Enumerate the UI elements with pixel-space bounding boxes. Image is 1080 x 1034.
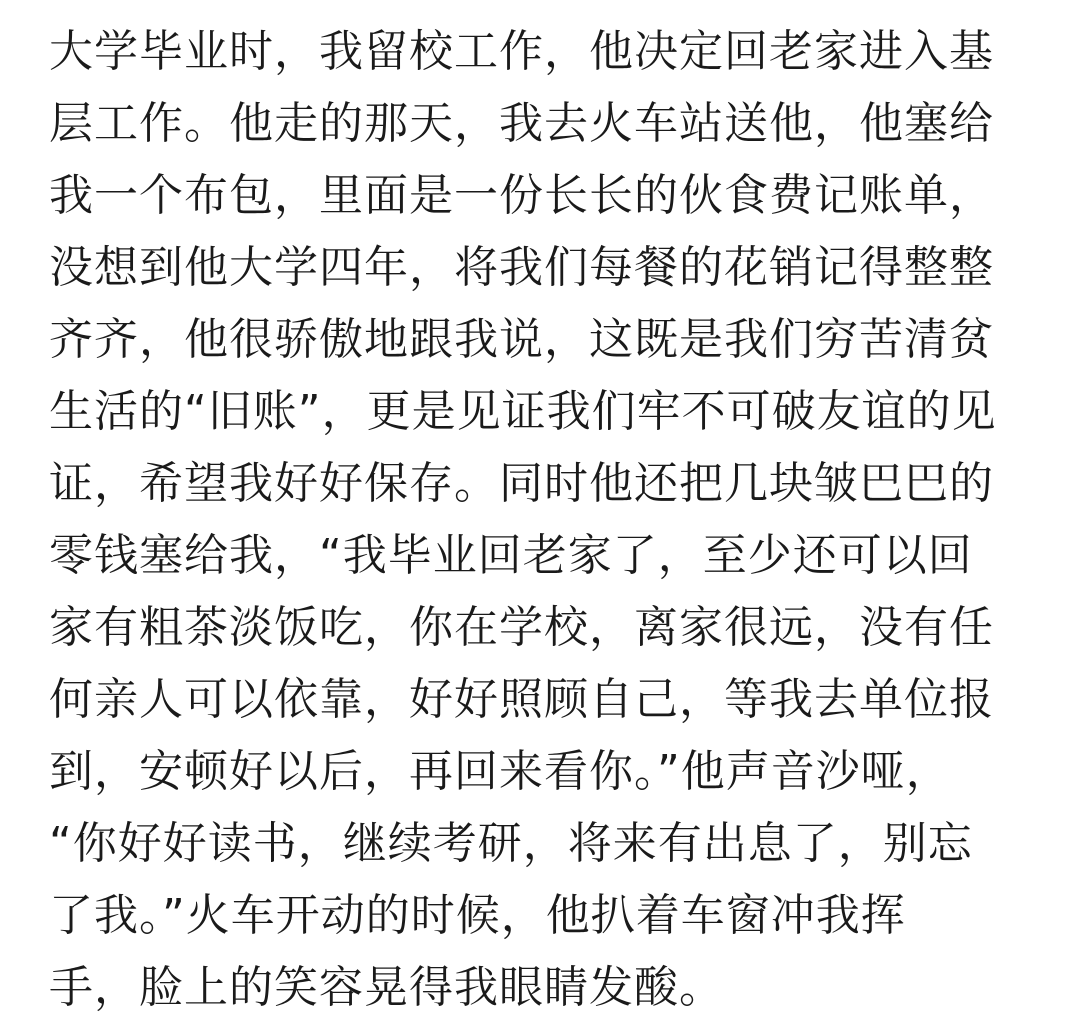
- text-line: 大学毕业时，我留校工作，他决定回老家进入基: [49, 26, 994, 77]
- text-line: 我一个布包，里面是一份长长的伙食费记账单，: [49, 170, 994, 221]
- text-line: 何亲人可以依靠，好好照顾自己，等我去单位报: [49, 674, 994, 725]
- text-line: 生活的“旧账”，更是见证我们牢不可破友谊的见: [49, 386, 997, 437]
- text-line: “你好好读书，继续考研，将来有出息了，别忘: [49, 818, 973, 869]
- text-line: 齐齐，他很骄傲地跟我说，这既是我们穷苦清贫: [49, 314, 994, 365]
- text-line: 证，希望我好好保存。同时他还把几块皱巴巴的: [49, 458, 994, 509]
- text-line: 零钱塞给我，“我毕业回老家了，至少还可以回: [49, 530, 973, 581]
- text-line: 了我。”火车开动的时候，他扒着车窗冲我挥: [49, 890, 906, 941]
- text-line: 层工作。他走的那天，我去火车站送他，他塞给: [49, 98, 994, 149]
- text-line: 没想到他大学四年，将我们每餐的花销记得整整: [49, 242, 994, 293]
- text-line: 家有粗茶淡饭吃，你在学校，离家很远，没有任: [49, 602, 994, 653]
- text-line: 到，安顿好以后，再回来看你。”他声音沙哑，: [49, 746, 951, 797]
- text-line: 手，脸上的笑容晃得我眼睛发酸。: [49, 962, 724, 1013]
